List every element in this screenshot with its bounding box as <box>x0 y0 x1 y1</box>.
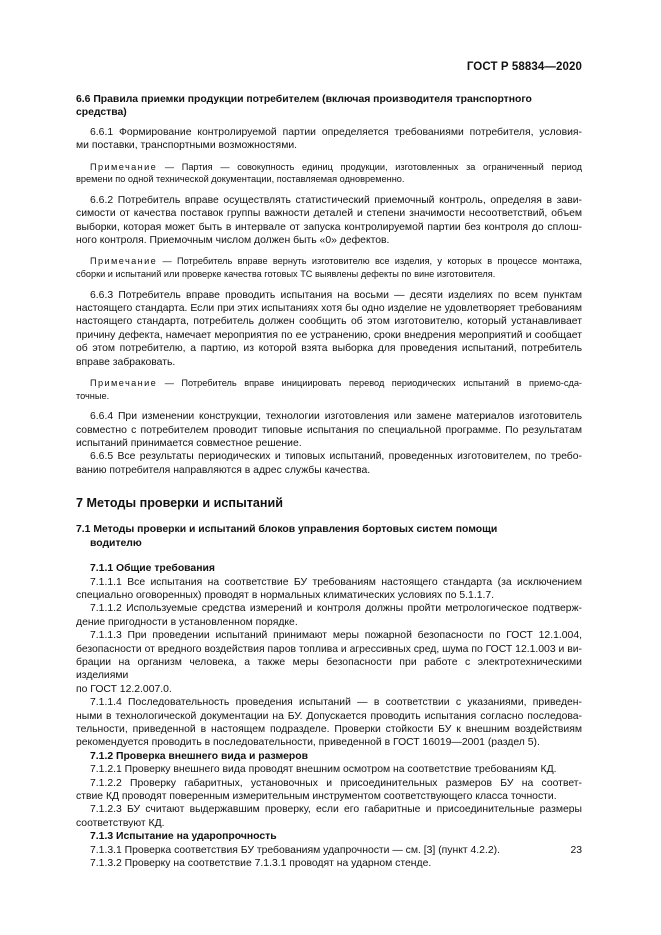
text-line: дение пригодности в установленном порядке. <box>76 616 298 628</box>
note-line: времени по одной технической документации, поставляемая одновременно. <box>76 174 405 185</box>
text-line: об этом потребителю, а партию, из которой взята выборка для проведения испытаний, потребитель <box>76 343 582 355</box>
text-line: 6.6.3 Потребитель вправе проводить испытания на восьми — десяти изделиях по всем пунктам <box>90 289 582 301</box>
text-line: 7.1.1.2 Используемые средства измерений и контроля должны пройти метрологическое подтверж- <box>90 603 582 615</box>
text-line: 7.1.1.1 Все испытания на соответствие БУ требованиям настоящего стандарта (за исключением <box>90 576 582 588</box>
subsection-heading-7-1-2: 7.1.2 Проверка внешнего вида и размеров <box>90 750 309 762</box>
text-line: ного контроля. Приемочным числом должен быть «0» дефектов. <box>76 235 390 247</box>
paragraph-7-1-3-2: 7.1.3.2 Проверку на соответствие 7.1.3.1 проводят на ударном стенде. <box>90 858 432 870</box>
note-text: — Потребитель вправе вернуть изготовителю все изделия, у которых в процессе монтажа, <box>157 256 582 267</box>
text-line: брации на организм человека, а также меры безопасности при работе с электротехническими изделиями <box>76 656 582 682</box>
note-1 <box>76 161 582 186</box>
text-line: специально оговоренных) проводят в нормальных климатических условиях по 5.1.1.7. <box>76 589 495 601</box>
subsection-heading-7-1-1: 7.1.1 Общие требования <box>90 563 215 575</box>
heading-line: 6.6 Правила приемки продукции потребителем (включая производителя транспортного <box>76 94 532 105</box>
paragraph-7-1-2-3 <box>76 803 582 830</box>
note-3 <box>76 377 582 402</box>
paragraph-7-1-1-3 <box>76 629 582 696</box>
text-line: 7.1.1.3 При проведении испытаний принимают меры пожарной безопасности по ГОСТ 12.1.004, <box>90 630 582 642</box>
text-line: тельности, приведенной в настоящем подразделе. Проверки стойкости БУ к внешним воздействиям <box>76 723 582 735</box>
paragraph-6-6-5 <box>76 450 582 477</box>
note-text: — Партия — совокупность единиц продукции, изготовленных за ограниченный период <box>157 161 582 172</box>
note-line <box>76 377 582 390</box>
text-line: рекомендуется проводить в последовательности, приведенной в ГОСТ 16019—2001 (раздел 5). <box>76 737 540 749</box>
text-line: ми поставки, транспортными возможностями. <box>76 140 298 152</box>
paragraph-6-6-3 <box>76 289 582 369</box>
heading-line: 7.1 Методы проверки и испытаний блоков управления бортовых систем помощи <box>76 524 498 536</box>
text-line: совместно с потребителем проводит типовые испытания по специальной программе. По результатам <box>76 424 582 436</box>
paragraph-6-6-4 <box>76 410 582 450</box>
note-text: — Потребитель вправе инициировать перевод периодических испытаний в приемо-сда- <box>157 378 582 389</box>
text-line: настоящего стандарта. Если при этих испытаниях хотя бы одно изделие не удовлетворяет требованиям <box>76 303 582 315</box>
note-line <box>76 255 582 268</box>
text-line: ствие КД проводят поверенным измерительным инструментом соответствующего класса точности. <box>76 791 557 802</box>
text-line: 7.1.2.3 БУ считают выдержавшим проверку, если его габаритные и присоединительные размеры <box>90 804 582 816</box>
text-line: причину дефекта, намечает мероприятия по ее устранению, сроки внедрения мероприятий и сообщает <box>76 329 582 341</box>
text-line: 6.6.5 Все результаты периодических и типовых испытаний, проведенных изготовителем, по требо- <box>90 451 582 463</box>
note-2 <box>76 255 582 280</box>
standard-header: ГОСТ Р 58834—2020 <box>466 61 582 73</box>
text-line: ными в технологической документации на БУ. Допускается проводить испытания согласно последова- <box>76 710 582 722</box>
paragraph-7-1-3-1: 7.1.3.1 Проверка соответствия БУ требованиям удапрочности — см. [3] (пункт 4.2.2). <box>90 844 500 856</box>
paragraph-7-1-2-2 <box>76 777 582 804</box>
page-content <box>76 93 582 870</box>
section-heading-7-1 <box>76 523 582 550</box>
text-line: безопасности от вредного воздействия паров топлива и агрессивных сред, шума по ГОСТ 12.1.003 и ви- <box>76 643 582 655</box>
text-line: 7.1.2.2 Проверку габаритных, установочных и присоединительных размеров БУ на соответ- <box>90 777 582 789</box>
text-line: настоящего стандарта, потребитель должен сообщить об этом изготовителю, который устанавливает <box>76 316 582 328</box>
paragraph-6-6-2 <box>76 194 582 248</box>
heading-line: средства) <box>76 107 127 119</box>
text-line: 6.6.4 При изменении конструкции, технологии изготовления или замене материалов изготовитель <box>90 411 582 423</box>
note-line: сборки и испытаний или проверке качества готовых ТС выявлены дефекты по вине изготовителя. <box>76 269 496 280</box>
paragraph-7-1-1-4 <box>76 696 582 750</box>
heading-line: водителю <box>90 537 142 549</box>
text-line: испытаний принимается совместное решение. <box>76 438 302 450</box>
text-line: симости от качества поставок группы важности деталей и степени значимости несоответствий, объем <box>76 208 582 220</box>
text-line: ванию потребителя направляются в адрес службы качества. <box>76 464 371 476</box>
paragraph-7-1-1-1 <box>76 576 582 603</box>
text-line: выборки, которая может быть в интервале от запуска контролируемой партии без контроля до сплош- <box>76 221 582 233</box>
subsection-heading-7-1-3: 7.1.3 Испытание на ударопрочность <box>90 831 277 843</box>
note-label: Примечание <box>90 161 158 172</box>
text-line: 6.6.2 Потребитель вправе осуществлять статистический приемочный контроль, определяя в зави- <box>90 194 582 206</box>
text-line: вправе забраковать. <box>76 356 176 368</box>
text-line: 6.6.1 Формирование контролируемой партии определяется требованиями потребителя, условия- <box>90 126 582 138</box>
note-label: Примечание <box>90 256 158 267</box>
paragraph-6-6-1 <box>76 126 582 153</box>
page-number: 23 <box>570 845 582 856</box>
section-heading-7: 7 Методы проверки и испытаний <box>76 496 284 511</box>
section-heading-6-6 <box>76 93 582 120</box>
text-line: 7.1.1.4 Последовательность проведения испытаний — в соответствии с указаниями, приведен- <box>90 697 582 709</box>
text-line: по ГОСТ 12.2.007.0. <box>76 683 172 695</box>
paragraph-7-1-2-1: 7.1.2.1 Проверку внешнего вида проводят внешним осмотром на соответствие требованиям КД. <box>90 764 557 776</box>
paragraph-7-1-1-2 <box>76 602 582 629</box>
text-line: соответствуют КД. <box>76 817 165 829</box>
note-line: точные. <box>76 390 110 401</box>
note-line <box>76 161 582 174</box>
note-label: Примечание <box>90 378 158 389</box>
